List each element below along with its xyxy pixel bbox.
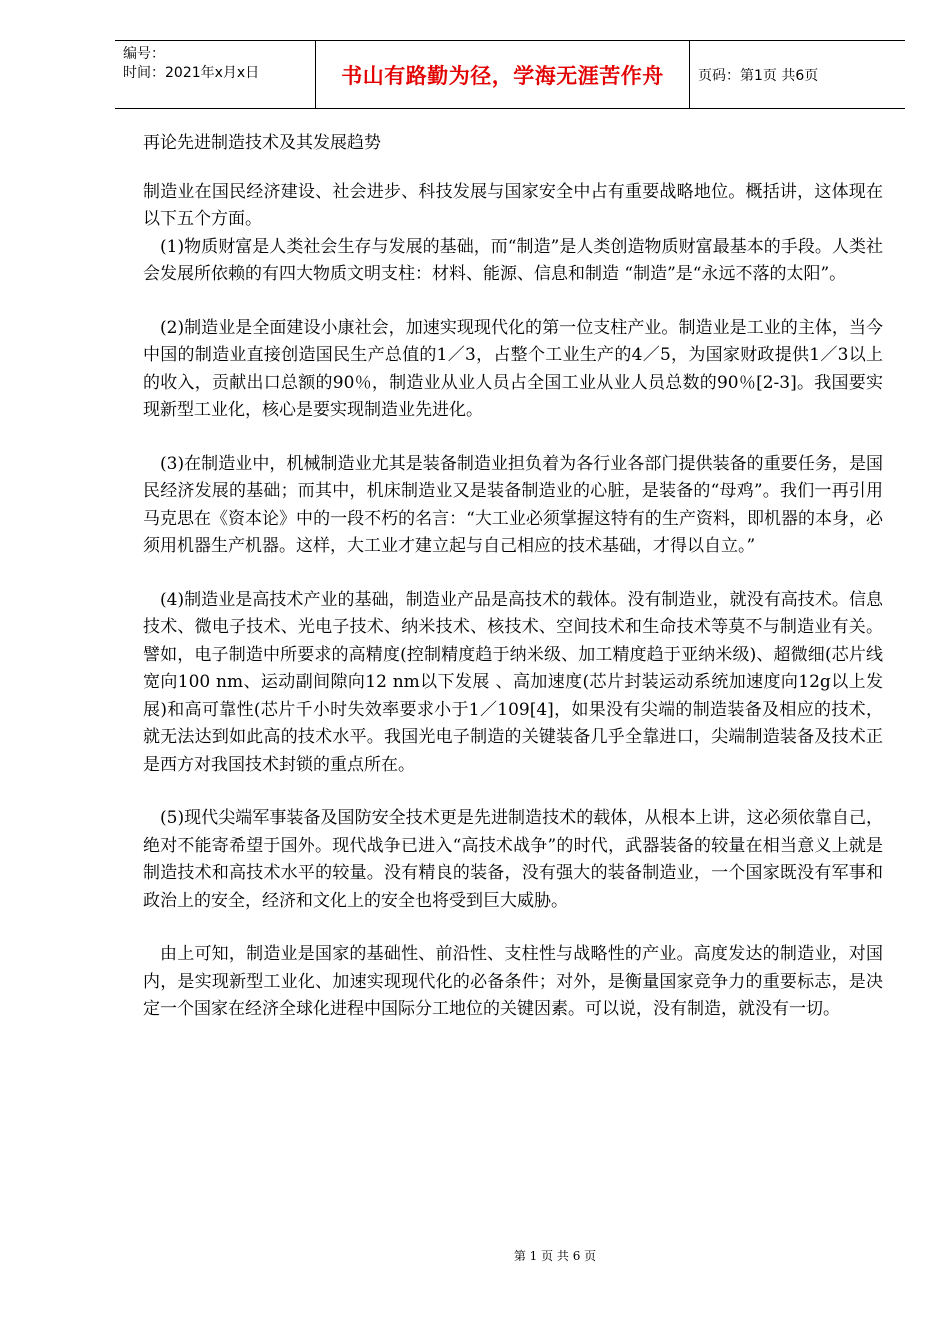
paragraph-point-3: (3)在制造业中，机械制造业尤其是装备制造业担负着为各行业各部门提供装备的重要任务，是国民经济发展的基础；而其中，机床制造业又是装备制造业的心脏，是装备的“母鸡”。我们一再引用马克思在《资本论》中的一段不朽的名言：“大工业必须掌握这特有的生产资料，即机器的本身，必须用机器生产机器。这样，大工业才建立起与自己相应的技术基础，才得以自立。”	[143, 453, 883, 556]
header-page-info: 页码：第1页 共6页	[698, 67, 819, 84]
paragraph-intro: 制造业在国民经济建设、社会进步、科技发展与国家安全中占有重要战略地位。概括讲，这体现在以下五个方面。	[143, 181, 883, 229]
page-footer: 第 1 页 共 6 页	[513, 1249, 597, 1263]
header-motto: 书山有路勤为径，学海无涯苦作舟	[315, 41, 690, 108]
time-label: 时间：2021年x月x日	[123, 65, 260, 81]
paragraph-point-1: (1)物质财富是人类社会生存与发展的基础，而“制造”是人类创造物质财富最基本的手段。人类社会发展所依赖的有四大物质文明支柱：材料、能源、信息和制造 “制造”是“永远不落的太阳”。	[143, 236, 883, 284]
paragraph-conclusion: 由上可知，制造业是国家的基础性、前沿性、支柱性与战略性的产业。高度发达的制造业，对国内，是实现新型工业化、加速实现现代化的必备条件；对外，是衡量国家竞争力的重要标志，是决定一个国家在经济全球化进程中国际分工地位的关键因素。可以说，没有制造，就没有一切。	[143, 944, 883, 1019]
number-label: 编号：	[123, 46, 165, 62]
paragraph-point-2: (2)制造业是全面建设小康社会，加速实现现代化的第一位支柱产业。制造业是工业的主体，当今中国的制造业直接创造国民生产总值的1／3，占整个工业生产的4／5，为国家财政提供1／3以上的收入，贡献出口总额的90％，制造业从业人员占全国工业从业人员总数的90％[2-3]。我国要实现新型工业化，核心是要实现制造业先进化。	[143, 317, 883, 420]
paragraph-point-4: (4)制造业是高技术产业的基础，制造业产品是高技术的载体。没有制造业，就没有高技术。信息技术、微电子技术、光电子技术、纳米技术、核技术、空间技术和生命技术等莫不与制造业有关。譬如，电子制造中所要求的高精度(控制精度趋于纳米级、加工精度趋于亚纳米级)、超微细(芯片线宽向100 nm、运动副间隙向12 nm以下发展 、高加速度(芯片封装运动系统加速度向12g以上发展)和高可靠性(芯片千小时失效率要求小于1／109[4]，如果没有尖端的制造装备及相应的技术，就无法达到如此高的技术水平。我国光电子制造的关键装备几乎全靠进口，尖端制造装备及技术正是西方对我国技术封锁的重点所在。	[143, 589, 883, 775]
document-body	[143, 130, 883, 1050]
page-header	[115, 40, 905, 109]
paragraph-point-5: (5)现代尖端军事装备及国防安全技术更是先进制造技术的载体，从根本上讲，这必须依靠自己，绝对不能寄希望于国外。现代战争已进入“高技术战争”的时代，武器装备的较量在相当意义上就是制造技术和高技术水平的较量。没有精良的装备，没有强大的装备制造业，一个国家既没有军事和政治上的安全，经济和文化上的安全也将受到巨大威胁。	[143, 808, 883, 911]
header-meta	[115, 41, 315, 108]
document-title: 再论先进制造技术及其发展趋势	[143, 133, 381, 153]
